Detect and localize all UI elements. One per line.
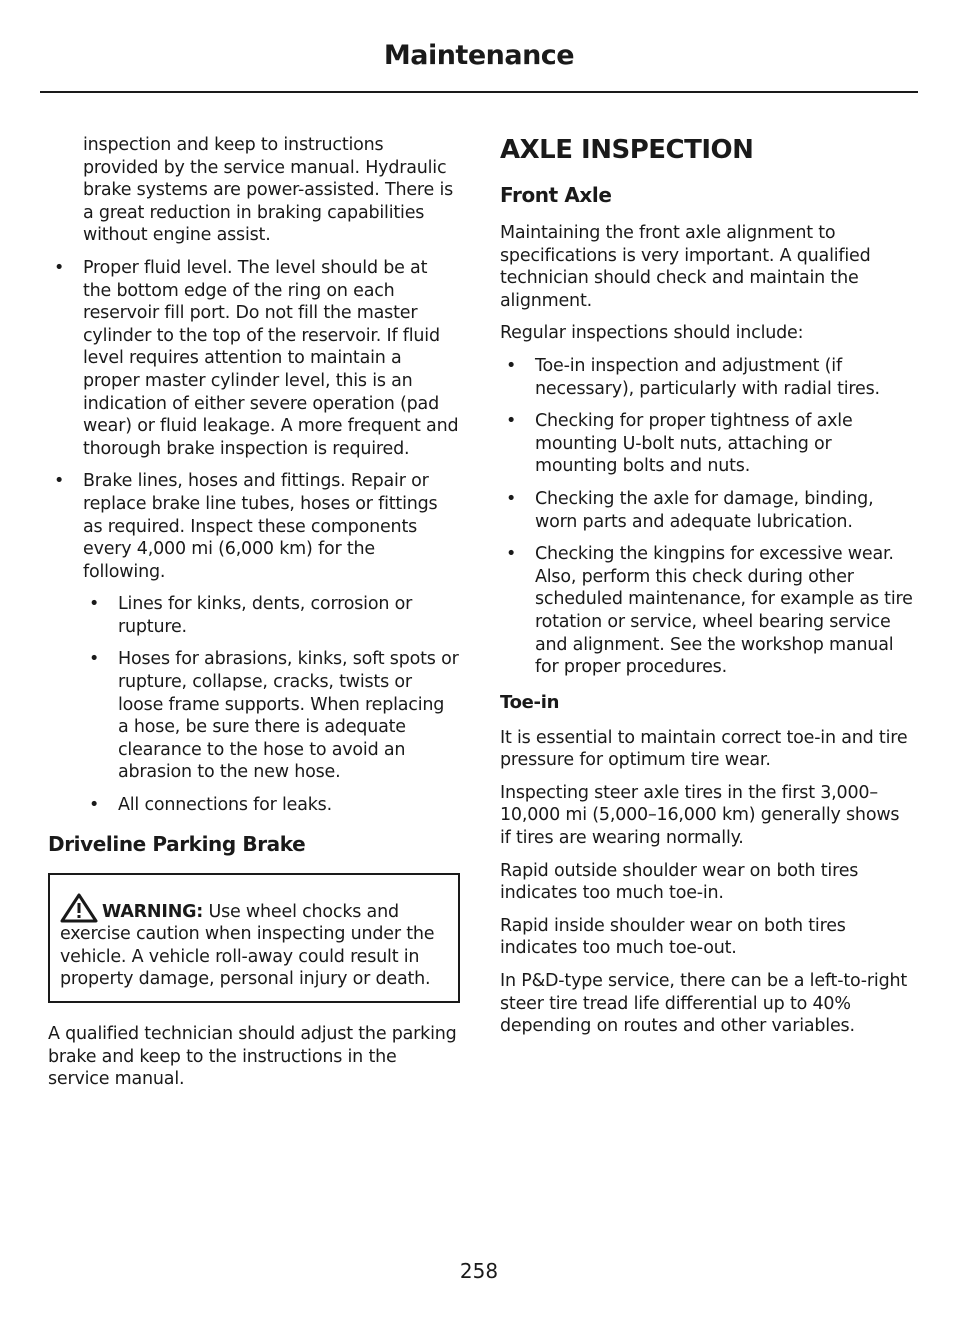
list-item: • Checking for proper tightness of axle mounting U-bolt nuts, attaching or mounting bolts and nuts. xyxy=(506,411,853,477)
paragraph: Rapid outside shoulder wear on both tires indicates too much toe-in. xyxy=(500,860,859,904)
paragraph: It is essential to maintain correct toe-in and tire pressure for optimum tire wear. xyxy=(500,727,908,771)
bullet-icon: • xyxy=(89,795,100,816)
page-header-title: Maintenance xyxy=(383,40,575,71)
bullet-icon: • xyxy=(89,594,100,615)
paragraph: Inspecting steer axle tires in the first 3,000–10,000 mi (5,000–16,000 km) generally shows if tires are wearing normally. xyxy=(500,782,900,849)
page-number: 258 xyxy=(459,1259,499,1283)
list-item: • Checking the kingpins for excessive wear. Also, perform this check during other scheduled maintenance, for example as tire rotation or service, wheel bearing service and alignment. See the workshop manual for proper procedures. xyxy=(506,544,913,678)
warning-label: WARNING: xyxy=(102,901,204,922)
brake-bullet-list xyxy=(48,257,460,817)
bullet-icon: • xyxy=(506,544,517,565)
header-divider xyxy=(40,91,918,93)
list-item: • Checking the axle for damage, binding, worn parts and adequate lubrication. xyxy=(506,488,874,532)
right-column xyxy=(500,134,914,1048)
list-item: • All connections for leaks. xyxy=(89,795,332,816)
warning-box xyxy=(48,873,460,1003)
intro-paragraph: inspection and keep to instructions provided by the service manual. Hydraulic brake systems are power-assisted. There is a great reduction in braking capabilities without engine assist. xyxy=(83,135,454,246)
section-heading-parking-brake: Driveline Parking Brake xyxy=(48,831,306,856)
list-item: • Lines for kinks, dents, corrosion or rupture. xyxy=(89,594,413,637)
bullet-icon: • xyxy=(506,411,517,432)
paragraph: In P&D-type service, there can be a left-to-right steer tire tread life differential up to 40% depending on routes and other variables. xyxy=(500,971,908,1037)
closing-paragraph: A qualified technician should adjust the parking brake and keep to the instructions in the service manual. xyxy=(48,1024,457,1090)
paragraph: Rapid inside shoulder wear on both tires indicates too much toe-out. xyxy=(500,915,846,959)
list-item: • Proper fluid level. The level should be at the bottom edge of the ring on each reservoir fill port. Do not fill the master cylinder to the top of the reservoir. If fluid level requires attention to maintain a proper master cylinder level, this is an indication of either severe operation (pad wear) or fluid leakage. A more frequent and thorough brake inspection is required. xyxy=(54,257,459,459)
paragraph: Maintaining the front axle alignment to specifications is very important. A qualified technician should check and maintain the alignment. xyxy=(500,223,871,311)
paragraph: Regular inspections should include: xyxy=(500,323,804,344)
list-item: • Toe-in inspection and adjustment (if necessary), particularly with radial tires. xyxy=(506,355,880,399)
inspection-bullet-list xyxy=(500,355,914,679)
bullet-icon: • xyxy=(89,649,100,670)
subsection-heading-front-axle: Front Axle xyxy=(500,183,612,207)
list-item: • Hoses for abrasions, kinks, soft spots or rupture, collapse, cracks, twists or loose frame supports. When replacing a hose, be sure there is adequate clearance to the hose to avoid an abrasion to the new hose. xyxy=(89,649,459,783)
bullet-icon: • xyxy=(54,471,65,492)
warning-text: Use wheel chocks and exercise caution when inspecting under the vehicle. A vehicle roll-away could result in property damage, personal injury or death. xyxy=(60,901,435,990)
subsection-heading-toe-in: Toe-in xyxy=(500,691,560,713)
section-heading-axle-inspection: AXLE INSPECTION xyxy=(500,135,754,165)
list-item: • Brake lines, hoses and fittings. Repair or replace brake line tubes, hoses or fittings as required. Inspect these components every 4,000 mi (6,000 km) for the following. • Lines for kinks, dents, corrosion or rupture. • Hoses for abrasions, kinks, soft spots or rupture, collapse, cracks, twists or loose frame supports. When replacing a hose, be sure there is adequate clearance to the hose to avoid an abrasion to the new hose. • All connections for leaks. xyxy=(54,471,459,816)
bullet-icon: • xyxy=(506,488,517,509)
bullet-icon: • xyxy=(54,257,65,278)
sub-bullet-list xyxy=(83,593,460,816)
left-column xyxy=(48,134,460,1101)
bullet-icon: • xyxy=(506,355,517,376)
